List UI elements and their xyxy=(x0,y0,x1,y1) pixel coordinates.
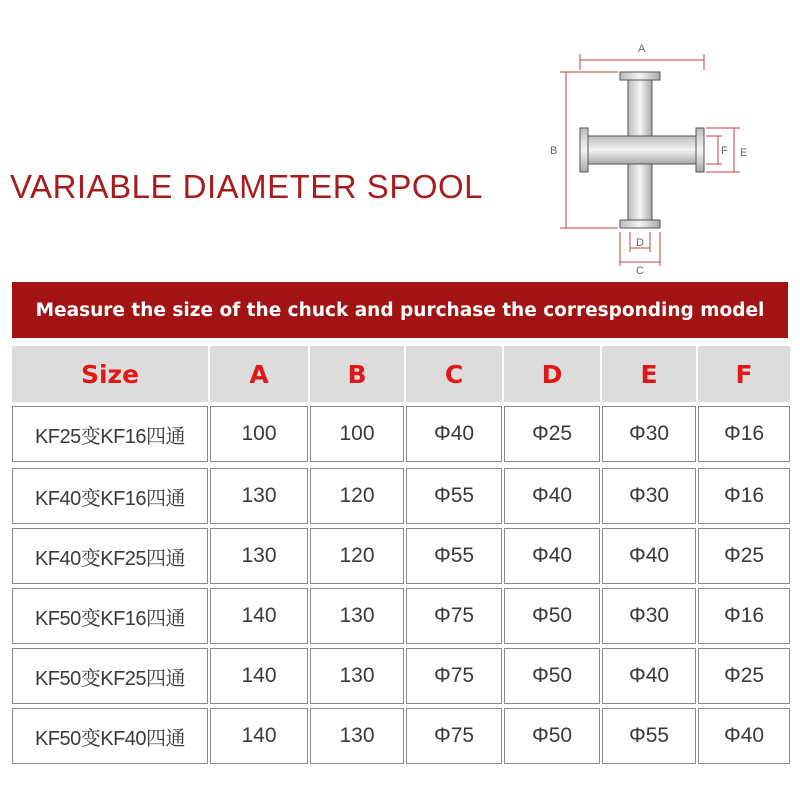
cell-e: Φ30 xyxy=(602,588,696,644)
cell-d: Φ40 xyxy=(504,528,600,584)
dimension-label-d: D xyxy=(636,237,644,249)
cell-a: 130 xyxy=(210,528,308,584)
cell-d: Φ50 xyxy=(504,708,600,764)
cell-e: Φ40 xyxy=(602,528,696,584)
cell-b: 130 xyxy=(310,648,404,704)
instruction-banner: Measure the size of the chuck and purchase the corresponding model xyxy=(12,282,788,338)
cell-b: 100 xyxy=(310,406,404,462)
cell-c: Φ55 xyxy=(406,528,502,584)
cell-size: KF50变KF16四通 xyxy=(12,588,208,644)
cell-b: 120 xyxy=(310,468,404,524)
cell-e: Φ30 xyxy=(602,406,696,462)
cell-d: Φ50 xyxy=(504,648,600,704)
cell-size: KF40变KF16四通 xyxy=(12,468,208,524)
cell-f: Φ40 xyxy=(698,708,790,764)
cell-a: 130 xyxy=(210,468,308,524)
cell-size: KF25变KF16四通 xyxy=(12,406,208,462)
header-size: Size xyxy=(12,346,208,402)
cell-b: 130 xyxy=(310,708,404,764)
cell-a: 140 xyxy=(210,648,308,704)
cell-e: Φ55 xyxy=(602,708,696,764)
cell-c: Φ75 xyxy=(406,708,502,764)
dimension-label-f: F xyxy=(721,145,728,157)
cell-d: Φ40 xyxy=(504,468,600,524)
header-d: D xyxy=(504,346,600,402)
cell-e: Φ40 xyxy=(602,648,696,704)
cell-c: Φ75 xyxy=(406,648,502,704)
dimension-label-a: A xyxy=(638,43,646,55)
dimension-label-b: B xyxy=(550,145,558,157)
cell-a: 140 xyxy=(210,708,308,764)
cell-b: 130 xyxy=(310,588,404,644)
four-way-cross-diagram xyxy=(548,36,758,276)
cell-d: Φ50 xyxy=(504,588,600,644)
cell-f: Φ16 xyxy=(698,588,790,644)
header-c: C xyxy=(406,346,502,402)
dimension-label-e: E xyxy=(740,147,748,159)
cross-fitting xyxy=(580,72,704,228)
cell-c: Φ55 xyxy=(406,468,502,524)
cell-f: Φ25 xyxy=(698,528,790,584)
header-e: E xyxy=(602,346,696,402)
page-title: VARIABLE DIAMETER SPOOL xyxy=(10,168,484,205)
cell-d: Φ25 xyxy=(504,406,600,462)
cell-c: Φ40 xyxy=(406,406,502,462)
dimension-label-c: C xyxy=(636,265,644,276)
cell-size: KF50变KF25四通 xyxy=(12,648,208,704)
cell-f: Φ25 xyxy=(698,648,790,704)
cell-a: 140 xyxy=(210,588,308,644)
header-b: B xyxy=(310,346,404,402)
cell-f: Φ16 xyxy=(698,468,790,524)
cell-f: Φ16 xyxy=(698,406,790,462)
header-a: A xyxy=(210,346,308,402)
cell-size: KF50变KF40四通 xyxy=(12,708,208,764)
header-f: F xyxy=(698,346,790,402)
cell-size: KF40变KF25四通 xyxy=(12,528,208,584)
cell-b: 120 xyxy=(310,528,404,584)
cell-e: Φ30 xyxy=(602,468,696,524)
cell-a: 100 xyxy=(210,406,308,462)
cell-c: Φ75 xyxy=(406,588,502,644)
